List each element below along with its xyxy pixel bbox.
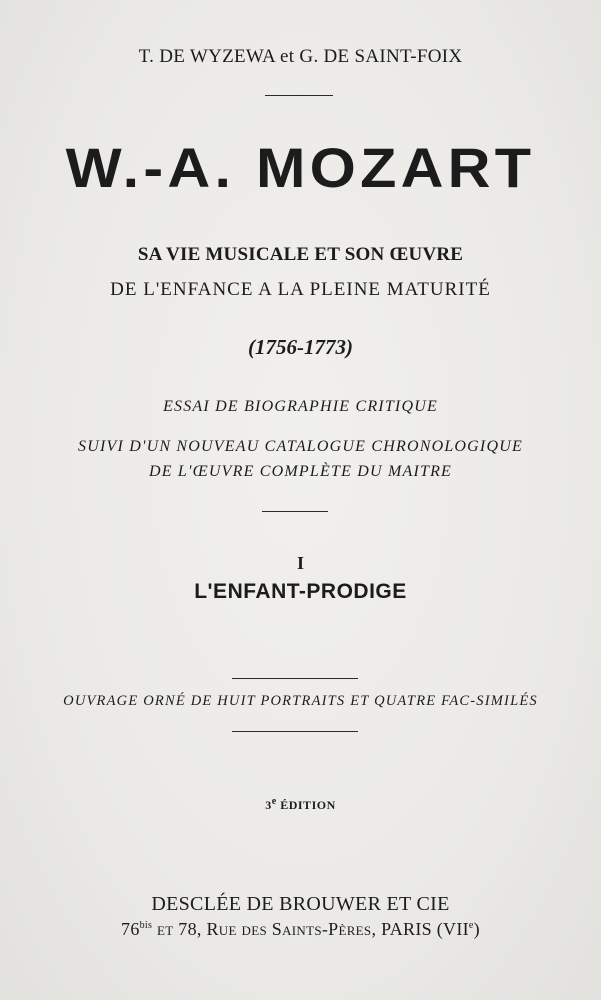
volume-number: I [296,553,304,573]
subtitle-line-2: DE L'ENFANCE A LA PLEINE MATURITÉ [110,279,491,300]
address-number: 76 [121,919,140,939]
publisher-address [0,919,601,940]
divider-top [265,95,333,96]
volume-title: L'ENFANT-PRODIGE [194,580,407,603]
catalogue-line-1: SUIVI D'UN NOUVEAU CATALOGUE CHRONOLOGIQUE [78,438,523,455]
subtitle-line-1: SA VIE MUSICALE ET SON ŒUVRE [137,244,464,265]
essay-subtitle: ESSAI DE BIOGRAPHIE CRITIQUE [163,398,438,415]
edition-label: ÉDITION [276,798,336,812]
edition [0,798,601,813]
address-arrondissement-suffix: e [468,920,474,931]
address-city: PARIS (VII [381,919,469,939]
authors: T. DE WYZEWA et G. DE SAINT-FOIX [138,46,463,67]
edition-number: 3 [265,798,272,812]
address-close: ) [473,919,480,939]
illustrations-note: OUVRAGE ORNÉ DE HUIT PORTRAITS ET QUATRE FAC-SIMILÉS [63,693,538,709]
edition-number-suffix: e [271,796,277,807]
divider-middle [262,511,328,512]
address-street: et 78, Rue des Saints-Pères, [152,919,382,939]
address-bis: bis [139,920,153,931]
dates: (1756-1773) [248,335,353,359]
divider-below-note [232,731,358,732]
publisher: DESCLÉE DE BROUWER ET CIE [151,893,450,915]
book-title: W.-A. MOZART [65,136,536,199]
catalogue-line-2: DE L'ŒUVRE COMPLÈTE DU MAITRE [148,463,453,480]
divider-above-note [232,678,358,679]
